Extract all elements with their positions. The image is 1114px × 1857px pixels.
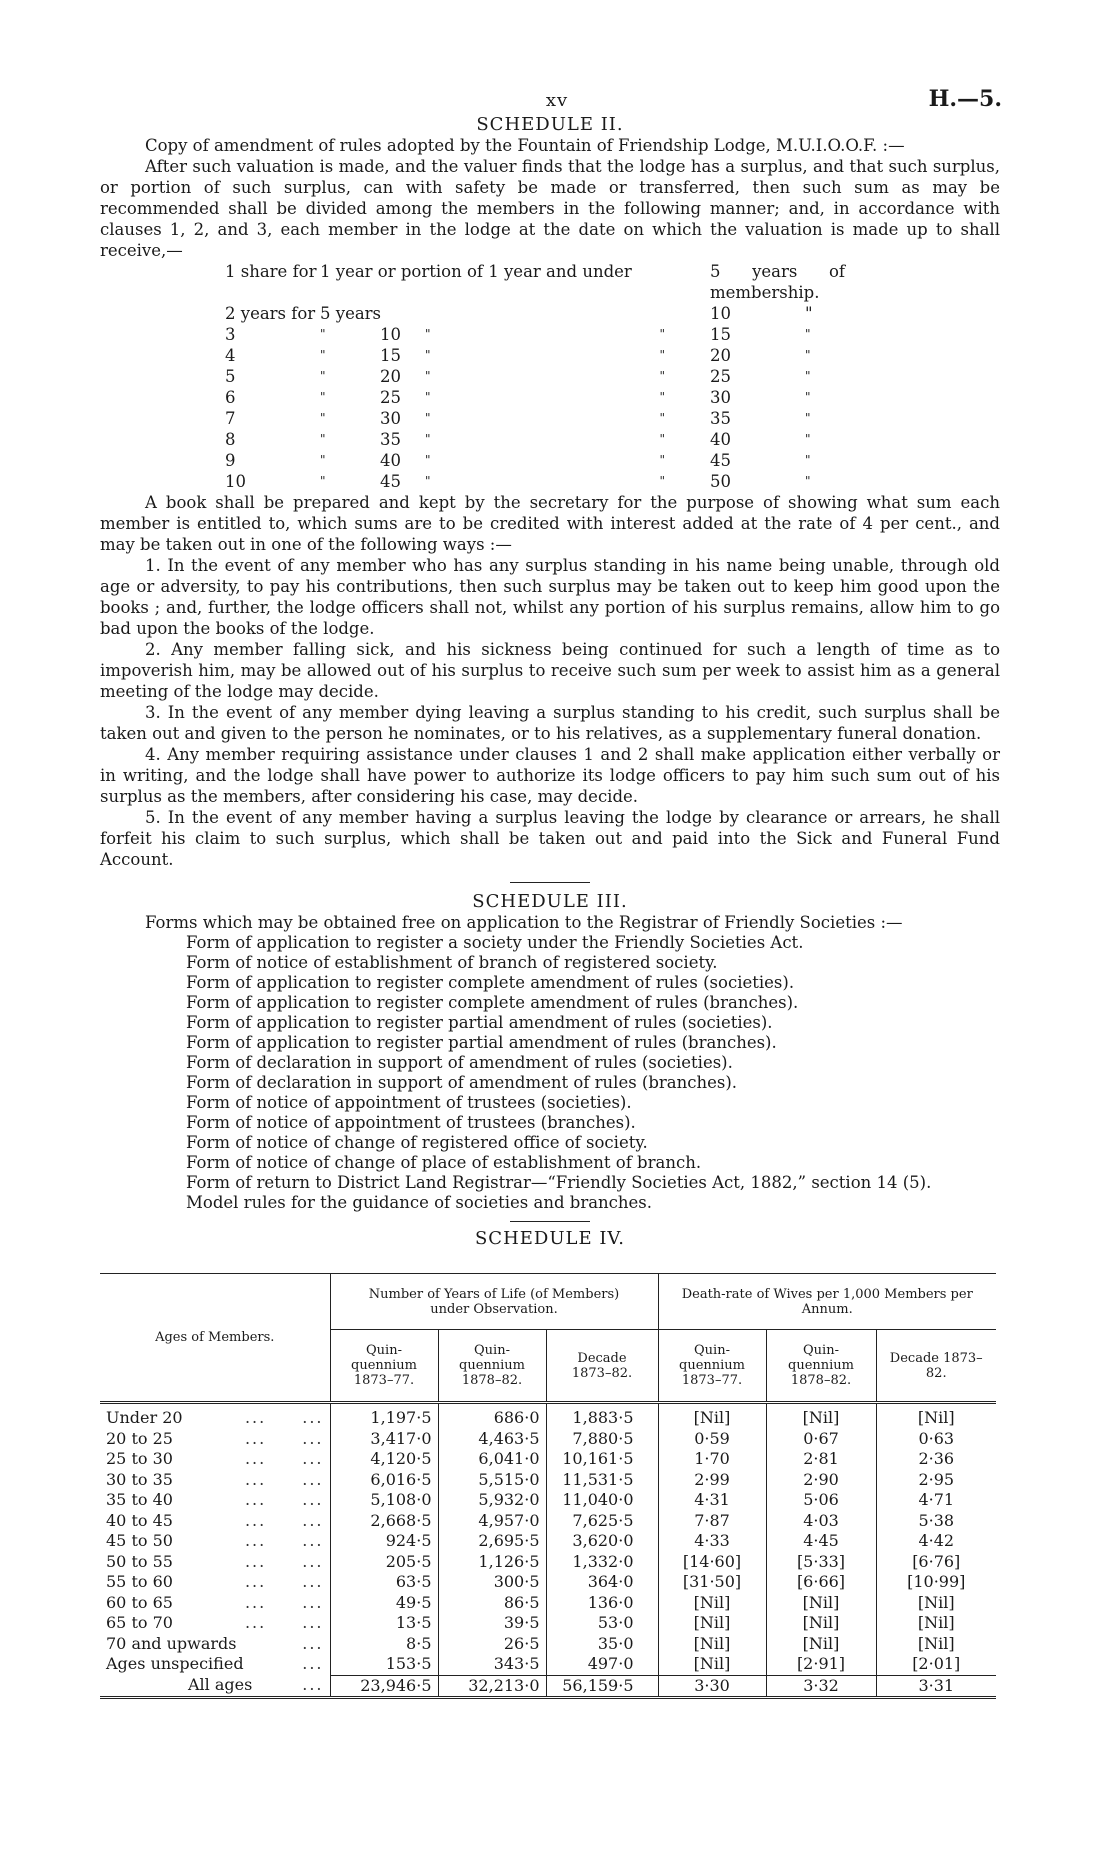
share-cell: 20 bbox=[710, 346, 731, 365]
total-cell: 56,159·5 bbox=[546, 1675, 658, 1698]
age-label: 55 to 60 bbox=[106, 1572, 173, 1591]
table-cell: 7,625·5 bbox=[546, 1511, 658, 1532]
age-cell bbox=[100, 1429, 330, 1450]
age-cell-content bbox=[106, 1572, 324, 1593]
leader-dots: ... bbox=[302, 1510, 324, 1530]
clause-paragraph: 3. In the event of any member dying leaving a surplus standing to his credit, such surplus shall be taken out and given to the person he nominates, or to his relatives, as a supplementary funeral donation. bbox=[100, 703, 1000, 743]
form-list-item: Form of application to register complete amendment of rules (societies). bbox=[186, 973, 795, 992]
share-cell: 15 bbox=[710, 325, 731, 344]
leader-dots: ... bbox=[302, 1633, 324, 1653]
document-reference: H.—5. bbox=[928, 86, 1002, 112]
leader-dots: ... bbox=[244, 1449, 267, 1468]
form-list-item: Form of application to register complete amendment of rules (branches). bbox=[186, 993, 799, 1012]
share-cell: 9 bbox=[225, 451, 236, 470]
share-cell: 30 bbox=[710, 388, 731, 407]
share-cell: " bbox=[425, 390, 431, 404]
age-label: Ages unspecified bbox=[106, 1654, 244, 1674]
age-cell bbox=[100, 1490, 330, 1511]
table-cell: 35·0 bbox=[546, 1634, 658, 1655]
table-cell: [Nil] bbox=[658, 1654, 766, 1675]
share-cell: 40 bbox=[710, 430, 731, 449]
table-cell: 4·03 bbox=[766, 1511, 876, 1532]
share-cell: 50 bbox=[710, 472, 731, 491]
table-cell: 4·42 bbox=[918, 1531, 955, 1550]
column-group-death-rate: Death-rate of Wives per 1,000 Members per Annum. bbox=[658, 1274, 996, 1330]
form-list-item: Form of application to register partial amendment of rules (branches). bbox=[186, 1033, 777, 1052]
age-cell-content bbox=[106, 1654, 324, 1675]
schedule-2-paragraph: After such valuation is made, and the valuer finds that the lodge has a surplus, and that such surplus, or portion of such surplus, can with safety be made or transferred, then such sum as may be recommended shall be divided among the members in the following manner; and, in accordance with clauses 1, 2, and 3, each member in the lodge at the date on which the valuation is made up to shall receive,— bbox=[100, 157, 1000, 260]
table-cell: [31·50] bbox=[658, 1572, 766, 1593]
share-cell: 15 bbox=[380, 346, 401, 365]
table-row bbox=[100, 1613, 996, 1634]
share-cell: " bbox=[425, 453, 431, 467]
divider bbox=[510, 1221, 590, 1222]
table-cell: [Nil] bbox=[766, 1634, 876, 1655]
table-cell: 2·81 bbox=[766, 1449, 876, 1470]
table-row bbox=[100, 1531, 996, 1552]
table-cell: 2·36 bbox=[918, 1449, 955, 1468]
share-cell: 10 bbox=[380, 325, 401, 344]
share-cell: 8 bbox=[225, 430, 236, 449]
leader-dots bbox=[245, 1593, 324, 1614]
age-label: 50 to 55 bbox=[106, 1551, 173, 1571]
age-cell-content bbox=[106, 1429, 324, 1450]
age-cell-content bbox=[106, 1490, 324, 1511]
form-list-item: Form of return to District Land Registrar—“Friendly Societies Act, 1882,” section 14 (5). bbox=[186, 1173, 932, 1192]
share-cell: 4 bbox=[225, 346, 236, 365]
table-cell: 0·63 bbox=[918, 1428, 955, 1448]
column-header-period: Quin-quennium 1873–77. bbox=[658, 1330, 766, 1403]
table-cell: 7,880·5 bbox=[546, 1429, 658, 1450]
share-row bbox=[225, 324, 845, 345]
share-cell: " bbox=[659, 390, 665, 404]
leader-dots bbox=[245, 1572, 324, 1593]
total-cell: 3·32 bbox=[766, 1675, 876, 1698]
age-cell bbox=[100, 1449, 330, 1470]
leader-dots: ... bbox=[302, 1551, 324, 1571]
leader-dots: ... bbox=[302, 1469, 324, 1489]
share-row bbox=[225, 450, 845, 471]
table-cell: 2·95 bbox=[918, 1469, 955, 1489]
share-cell: " bbox=[320, 432, 326, 446]
share-cell: " bbox=[320, 327, 326, 341]
form-list-item: Form of notice of change of registered office of society. bbox=[186, 1133, 648, 1152]
form-list-item: Form of application to register a society under the Friendly Societies Act. bbox=[186, 933, 804, 952]
table-cell: 8·5 bbox=[330, 1634, 438, 1655]
leader-dots: ... bbox=[302, 1408, 324, 1427]
share-cell: 45 bbox=[380, 472, 401, 491]
table-cell: 1,197·5 bbox=[330, 1403, 438, 1429]
table-cell: 4,957·0 bbox=[438, 1511, 546, 1532]
age-cell bbox=[100, 1511, 330, 1532]
age-cell-content bbox=[106, 1408, 324, 1429]
table-cell: [10·99] bbox=[907, 1572, 966, 1591]
leader-dots: ... bbox=[244, 1428, 267, 1448]
leader-dots: ... bbox=[244, 1613, 267, 1632]
leader-dots: ... bbox=[302, 1428, 324, 1448]
table-cell: 13·5 bbox=[330, 1613, 438, 1634]
share-cell: " bbox=[425, 369, 431, 383]
total-label: All ages bbox=[188, 1675, 253, 1695]
table-cell: 11,531·5 bbox=[546, 1470, 658, 1491]
clause-paragraph: 4. Any member requiring assistance under clauses 1 and 2 shall make application either verbally or in writing, and the lodge shall have power to authorize its lodge officers to pay him such sum out of his surplus as the members, after considering his case, may decide. bbox=[100, 745, 1000, 806]
table-cell: 1,883·5 bbox=[546, 1403, 658, 1429]
age-label: 35 to 40 bbox=[106, 1490, 173, 1509]
table-cell: 7·87 bbox=[658, 1511, 766, 1532]
age-cell bbox=[100, 1613, 330, 1634]
leader-dots: ... bbox=[244, 1592, 267, 1612]
share-cell: " bbox=[659, 411, 665, 425]
leader-dots bbox=[245, 1511, 324, 1532]
share-row bbox=[225, 408, 845, 429]
leader-dots: ... bbox=[302, 1592, 324, 1612]
share-cell: " bbox=[659, 453, 665, 467]
form-list-item: Form of application to register partial amendment of rules (societies). bbox=[186, 1013, 773, 1032]
table-row bbox=[100, 1572, 996, 1593]
share-cell: 10 bbox=[710, 304, 731, 323]
schedule-4-table bbox=[100, 1273, 996, 1699]
leader-dots bbox=[245, 1613, 324, 1634]
leader-dots bbox=[245, 1531, 324, 1552]
leader-dots: ... bbox=[302, 1675, 324, 1695]
share-cell: 25 bbox=[380, 388, 401, 407]
age-cell bbox=[100, 1552, 330, 1573]
table-cell: 3,417·0 bbox=[330, 1429, 438, 1450]
leader-dots bbox=[245, 1408, 324, 1429]
share-cell: " bbox=[425, 474, 431, 488]
share-cell: " bbox=[805, 474, 811, 488]
total-row bbox=[100, 1675, 996, 1698]
form-list-item: Form of declaration in support of amendment of rules (branches). bbox=[186, 1073, 738, 1092]
clause-paragraph: 1. In the event of any member who has any surplus standing in his name being unable, through old age or adversity, to pay his contributions, then such surplus may be taken out to keep him good upon the books ; and, further, the lodge officers shall not, whilst any portion of his surplus remains, allow him to go bad upon the books of the lodge. bbox=[100, 556, 1000, 638]
total-age-cell bbox=[100, 1675, 330, 1698]
leader-dots: ... bbox=[302, 1449, 324, 1468]
table-cell: [Nil] bbox=[766, 1403, 876, 1429]
schedule-2-title: SCHEDULE II. bbox=[476, 114, 624, 135]
leader-dots: ... bbox=[302, 1572, 324, 1591]
share-cell: " bbox=[659, 369, 665, 383]
table-row bbox=[100, 1593, 996, 1614]
leader-dots: ... bbox=[302, 1531, 324, 1550]
share-cell: 30 bbox=[380, 409, 401, 428]
table-cell: 2·90 bbox=[766, 1470, 876, 1491]
share-cell: " bbox=[805, 327, 811, 341]
table-cell: 63·5 bbox=[330, 1572, 438, 1593]
clause-paragraph: 2. Any member falling sick, and his sickness being continued for such a length of time as to impoverish him, may be allowed out of his surplus to receive such sum per week to assist him as a general meeting of the lodge may decide. bbox=[100, 640, 1000, 701]
table-cell: 153·5 bbox=[330, 1654, 438, 1675]
share-cell: 6 bbox=[225, 388, 236, 407]
table-row bbox=[100, 1490, 996, 1511]
age-cell-content bbox=[106, 1531, 324, 1552]
divider bbox=[510, 882, 590, 883]
leader-dots bbox=[302, 1634, 323, 1655]
share-cell: 7 bbox=[225, 409, 236, 428]
share-cell: " bbox=[659, 432, 665, 446]
share-table bbox=[225, 261, 845, 492]
column-header-period: Decade 1873–82. bbox=[546, 1330, 658, 1403]
share-row bbox=[225, 261, 845, 303]
form-list-item: Form of notice of change of place of establishment of branch. bbox=[186, 1153, 702, 1172]
schedule-3-title: SCHEDULE III. bbox=[472, 891, 628, 912]
table-cell: [14·60] bbox=[658, 1552, 766, 1573]
leader-dots bbox=[245, 1490, 324, 1511]
table-row bbox=[100, 1634, 996, 1655]
leader-dots: ... bbox=[244, 1408, 267, 1427]
share-cell: " bbox=[320, 390, 326, 404]
share-cell: " bbox=[805, 390, 811, 404]
table-row bbox=[100, 1552, 996, 1573]
column-header-period: Decade 1873–82. bbox=[876, 1330, 996, 1403]
age-cell-content bbox=[106, 1593, 324, 1614]
share-cell: 25 bbox=[710, 367, 731, 386]
age-cell bbox=[100, 1403, 330, 1429]
age-cell bbox=[100, 1634, 330, 1655]
share-cell: " bbox=[659, 327, 665, 341]
table-cell: 4·71 bbox=[918, 1490, 955, 1509]
form-list-item: Form of notice of appointment of trustees (branches). bbox=[186, 1113, 636, 1132]
share-cell: 3 bbox=[225, 325, 236, 344]
leader-dots: ... bbox=[244, 1551, 267, 1571]
form-list-item: Model rules for the guidance of societies and branches. bbox=[186, 1193, 653, 1212]
share-cell: 10 bbox=[225, 472, 246, 491]
share-cell: 5 bbox=[225, 367, 236, 386]
table-row bbox=[100, 1403, 996, 1429]
column-header-ages: Ages of Members. bbox=[100, 1274, 330, 1403]
table-row bbox=[100, 1470, 996, 1491]
share-row bbox=[225, 366, 845, 387]
share-cell: " bbox=[320, 411, 326, 425]
table-cell: 10,161·5 bbox=[546, 1449, 658, 1470]
share-cell: " bbox=[425, 432, 431, 446]
schedule-4-title: SCHEDULE IV. bbox=[474, 1228, 626, 1249]
table-cell: 686·0 bbox=[438, 1403, 546, 1429]
table-cell: [Nil] bbox=[658, 1634, 766, 1655]
table-row bbox=[100, 1511, 996, 1532]
table-cell: 300·5 bbox=[438, 1572, 546, 1593]
leader-dots bbox=[302, 1654, 323, 1675]
clause-list bbox=[100, 555, 1000, 870]
share-cell: " bbox=[320, 348, 326, 362]
share-cell: 1 share for bbox=[225, 262, 317, 281]
table-cell: 4·33 bbox=[658, 1531, 766, 1552]
share-row bbox=[225, 387, 845, 408]
share-cell: " bbox=[805, 432, 811, 446]
form-list-item: Form of notice of establishment of branch of registered society. bbox=[186, 953, 718, 972]
share-cell: " bbox=[659, 348, 665, 362]
table-cell: [5·33] bbox=[766, 1552, 876, 1573]
share-cell: 35 bbox=[380, 430, 401, 449]
table-cell: [Nil] bbox=[917, 1592, 955, 1612]
share-cell: " bbox=[805, 348, 811, 362]
table-cell: 39·5 bbox=[438, 1613, 546, 1634]
share-cell: 35 bbox=[710, 409, 731, 428]
table-cell: 5·38 bbox=[918, 1510, 955, 1530]
age-cell-content bbox=[106, 1511, 324, 1532]
leader-dots: ... bbox=[244, 1531, 267, 1550]
share-cell bbox=[485, 303, 710, 324]
share-cell: " bbox=[320, 474, 326, 488]
age-cell bbox=[100, 1593, 330, 1614]
leader-dots bbox=[245, 1470, 324, 1491]
table-row bbox=[100, 1449, 996, 1470]
table-cell: 5,932·0 bbox=[438, 1490, 546, 1511]
table-cell: 4·45 bbox=[766, 1531, 876, 1552]
total-cell: 32,213·0 bbox=[438, 1675, 546, 1698]
share-cell: " bbox=[805, 453, 811, 467]
share-row bbox=[225, 345, 845, 366]
table-cell: 924·5 bbox=[330, 1531, 438, 1552]
leader-dots: ... bbox=[244, 1510, 267, 1530]
table-cell: 1·70 bbox=[658, 1449, 766, 1470]
total-cell: 3·31 bbox=[876, 1675, 996, 1698]
table-cell: 53·0 bbox=[546, 1613, 658, 1634]
age-cell bbox=[100, 1572, 330, 1593]
table-row bbox=[100, 1654, 996, 1675]
table-cell: 497·0 bbox=[546, 1654, 658, 1675]
share-cell: 40 bbox=[380, 451, 401, 470]
table-cell: 5·06 bbox=[766, 1490, 876, 1511]
form-list-item: Form of notice of appointment of trustees (societies). bbox=[186, 1093, 632, 1112]
table-cell: 0·67 bbox=[766, 1429, 876, 1450]
leader-dots bbox=[245, 1449, 324, 1470]
age-label: 65 to 70 bbox=[106, 1613, 173, 1632]
share-cell: 5 years bbox=[320, 304, 382, 323]
total-age-content bbox=[106, 1675, 324, 1696]
column-header-period: Quin-quennium 1878–82. bbox=[438, 1330, 546, 1403]
table-cell: [6·66] bbox=[766, 1572, 876, 1593]
table-cell: 2,668·5 bbox=[330, 1511, 438, 1532]
age-cell bbox=[100, 1531, 330, 1552]
table-cell: [Nil] bbox=[766, 1593, 876, 1614]
total-cell: 3·30 bbox=[658, 1675, 766, 1698]
age-label: Under 20 bbox=[106, 1408, 183, 1427]
leader-dots bbox=[245, 1552, 324, 1573]
column-header-period: Quin-quennium 1873–77. bbox=[330, 1330, 438, 1403]
share-cell: " bbox=[320, 453, 326, 467]
share-cell: " bbox=[320, 369, 326, 383]
schedule-2-intro: Copy of amendment of rules adopted by the Fountain of Friendship Lodge, M.U.I.O.O.F. :— bbox=[145, 136, 905, 155]
share-cell: 20 bbox=[380, 367, 401, 386]
table-cell: 136·0 bbox=[546, 1593, 658, 1614]
table-cell: [2·01] bbox=[912, 1654, 961, 1673]
share-cell: " bbox=[805, 369, 811, 383]
table-cell: [Nil] bbox=[766, 1613, 876, 1634]
age-label: 60 to 65 bbox=[106, 1592, 173, 1612]
table-cell: 1,126·5 bbox=[438, 1552, 546, 1573]
age-cell-content bbox=[106, 1470, 324, 1491]
table-cell: 11,040·0 bbox=[546, 1490, 658, 1511]
table-cell: 205·5 bbox=[330, 1552, 438, 1573]
share-cell: " bbox=[805, 304, 813, 323]
table-cell: 26·5 bbox=[438, 1634, 546, 1655]
table-row bbox=[100, 1429, 996, 1450]
age-cell-content bbox=[106, 1613, 324, 1634]
age-cell bbox=[100, 1470, 330, 1491]
leader-dots bbox=[245, 1429, 324, 1450]
table-cell: 5,108·0 bbox=[330, 1490, 438, 1511]
table-cell: 3,620·0 bbox=[546, 1531, 658, 1552]
share-row bbox=[225, 471, 845, 492]
schedule-3-intro: Forms which may be obtained free on application to the Registrar of Friendly Societies :— bbox=[145, 913, 903, 932]
page-number: xv bbox=[545, 90, 569, 111]
table-cell: [Nil] bbox=[917, 1408, 955, 1427]
table-cell: [2·91] bbox=[766, 1654, 876, 1675]
table-cell: 2·99 bbox=[658, 1470, 766, 1491]
share-cell: 45 bbox=[710, 451, 731, 470]
table-cell: 364·0 bbox=[546, 1572, 658, 1593]
age-label: 20 to 25 bbox=[106, 1428, 173, 1448]
share-cell: " bbox=[425, 348, 431, 362]
age-label: 70 and upwards bbox=[106, 1633, 237, 1653]
schedule-2-section bbox=[100, 114, 1000, 1249]
share-cell: " bbox=[805, 411, 811, 425]
table-cell: [Nil] bbox=[917, 1613, 955, 1632]
total-cell: 23,946·5 bbox=[330, 1675, 438, 1698]
table-cell: 0·59 bbox=[658, 1429, 766, 1450]
schedule-2-paragraph-2: A book shall be prepared and kept by the secretary for the purpose of showing what sum each member is entitled to, which sums are to be credited with interest added at the rate of 4 per cent., and may be taken out in one of the following ways :— bbox=[100, 493, 1000, 554]
table-cell: 343·5 bbox=[438, 1654, 546, 1675]
table-cell: [Nil] bbox=[658, 1403, 766, 1429]
table-cell: 86·5 bbox=[438, 1593, 546, 1614]
age-cell-content bbox=[106, 1552, 324, 1573]
table-cell: [Nil] bbox=[658, 1593, 766, 1614]
table-cell: 5,515·0 bbox=[438, 1470, 546, 1491]
share-cell: 1 year or portion of 1 year and under bbox=[320, 262, 632, 281]
table-cell: 6,016·5 bbox=[330, 1470, 438, 1491]
form-list-item: Form of declaration in support of amendment of rules (societies). bbox=[186, 1053, 733, 1072]
share-cell: " bbox=[425, 411, 431, 425]
leader-dots: ... bbox=[302, 1613, 324, 1632]
clause-paragraph: 5. In the event of any member having a surplus leaving the lodge by clearance or arrears, he shall forfeit his claim to such surplus, which shall be taken out and paid into the Sick and Funeral Fund Account. bbox=[100, 808, 1000, 869]
table-cell: 4,463·5 bbox=[438, 1429, 546, 1450]
leader-dots: ... bbox=[244, 1490, 267, 1509]
column-group-years-of-life: Number of Years of Life (of Members) under Observation. bbox=[330, 1274, 658, 1330]
age-label: 30 to 35 bbox=[106, 1469, 173, 1489]
share-cell: " bbox=[659, 474, 665, 488]
leader-dots: ... bbox=[302, 1490, 324, 1509]
table-cell: [Nil] bbox=[658, 1613, 766, 1634]
table-cell: 49·5 bbox=[330, 1593, 438, 1614]
column-header-period: Quin-quennium 1878–82. bbox=[766, 1330, 876, 1403]
table-cell: 2,695·5 bbox=[438, 1531, 546, 1552]
leader-dots: ... bbox=[244, 1572, 267, 1591]
age-cell-content bbox=[106, 1634, 324, 1655]
share-cell: 5 years of membership. bbox=[710, 262, 845, 302]
share-cell: 2 years for bbox=[225, 304, 316, 323]
table-cell: [6·76] bbox=[912, 1551, 961, 1571]
leader-dots: ... bbox=[244, 1469, 267, 1489]
table-cell: [Nil] bbox=[917, 1633, 955, 1653]
table-cell: 4,120·5 bbox=[330, 1449, 438, 1470]
leader-dots: ... bbox=[302, 1654, 324, 1674]
age-cell-content bbox=[106, 1449, 324, 1470]
share-row bbox=[225, 429, 845, 450]
table-cell: 1,332·0 bbox=[546, 1552, 658, 1573]
age-label: 45 to 50 bbox=[106, 1531, 173, 1550]
share-cell: " bbox=[425, 327, 431, 341]
table-cell: 4·31 bbox=[658, 1490, 766, 1511]
table-cell: 6,041·0 bbox=[438, 1449, 546, 1470]
age-label: 25 to 30 bbox=[106, 1449, 173, 1468]
form-list bbox=[186, 933, 1000, 1213]
age-label: 40 to 45 bbox=[106, 1510, 173, 1530]
age-cell bbox=[100, 1654, 330, 1675]
share-row bbox=[225, 303, 845, 324]
